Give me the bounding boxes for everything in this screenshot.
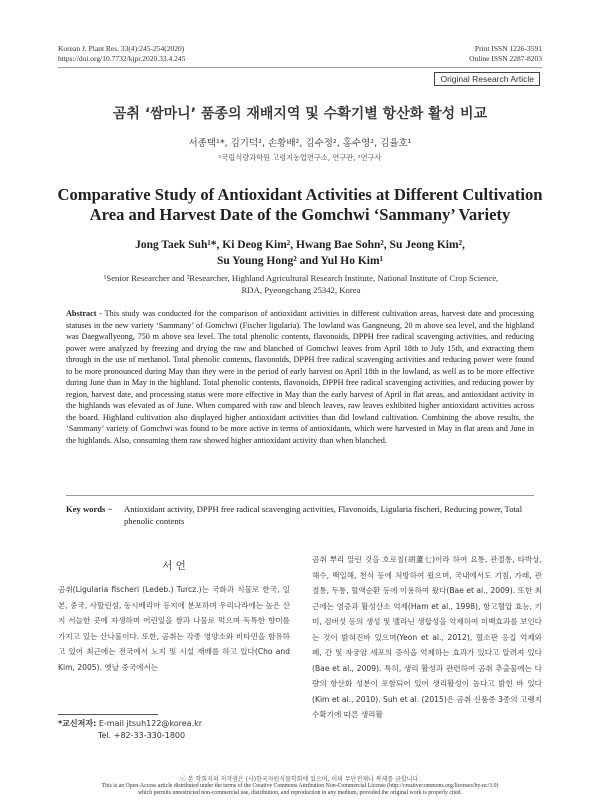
journal-header-left	[58, 44, 185, 63]
doi-link[interactable]: https://doi.org/10.7732/kjpr.2020.33.4.245	[58, 53, 186, 63]
keywords-dash: −	[105, 504, 113, 514]
keywords-label-wrap	[66, 503, 124, 515]
footnote-rule	[58, 714, 158, 715]
print-issn: Print ISSN 1226-3591	[474, 44, 542, 53]
english-affiliation	[66, 272, 536, 296]
english-title	[40, 185, 560, 225]
journal-header-right	[469, 44, 542, 63]
footnote	[58, 718, 202, 742]
abstract-label: Abstract	[66, 309, 97, 318]
korean-authors: 서종택¹*, 김기덕², 손황배², 김수정², 홍수영², 김율호¹	[188, 138, 412, 149]
keywords-text: Antioxidant activity, DPPH free radical scavenging activities, Flavonoids, Ligularia fischeri, Reducing power, Total phenolic contents	[124, 504, 523, 526]
footnote-tel: Tel. +82-33-330-1800	[98, 731, 186, 740]
license-line1: This is an Open-Access article distributed under the terms of the Creative Commons Attribution Non-Commercial License (http://creativecommons.org/licenses/by-nc/3.0)	[101, 783, 499, 789]
english-authors-line1: Jong Taek Suh¹*, Ki Deog Kim², Hwang Bae Sohn², Su Jeong Kim²,	[135, 239, 465, 251]
footnote-email[interactable]: E-mail jtsuh122@korea.kr	[96, 719, 203, 728]
online-issn: Online ISSN 2287-8203	[469, 53, 542, 63]
english-affiliation-line2: RDA, Pyeongchang 25342, Korea	[241, 285, 361, 295]
journal-citation: Korean J. Plant Res. 33(4):245-254(2020)	[58, 44, 185, 53]
intro-right-column: 곰취 뿌리 말린 것을 호로칠(胡蘆七)이라 하여 요통, 관절통, 타박상, 해수, 백일해, 천식 등에 처방하여 왔으며, 국내에서도 기침, 가래, 관절통, 두통, 혈액순환 등에 이용하여 왔다(Bae et al., 2009). 또한 최근에는 염증과 활성산소 억제(Ham et al., 1998), 항고혈압 효능, 기미, 검버섯 등의 생성 및 멜라닌 생합성을 억제하여 미백효과를 보인다는 것이 밝혀진바 있으며(Yeon et al., 2012), 혈소판 응집 억제와 폐, 간 및 자궁암 세포의 증식을 억제하는 효과가 있다고 알려져 있다(Bae et al., 2009). 특히, 생리 활성과 관련하여 곰취 추출물에는 다량의 항산화 성분이 포함되어 있어 생리활성이 높다고 밝힌 바 있다(Kim et al., 2010). Suh et al. (2015)은 곰취 신품종 3종의 고랭지 수확기에 따른 생리활	[312, 555, 542, 719]
license-notice	[0, 783, 600, 797]
footnote-label: *교신저자:	[58, 719, 97, 728]
article-type-badge: Original Research Article	[434, 72, 540, 86]
english-affiliation-line1: ¹Senior Researcher and ²Researcher, Highland Agricultural Research Institute, National Institute of Crop Science,	[103, 273, 499, 283]
abstract	[66, 308, 534, 447]
english-authors-line2: Su Young Hong² and Yul Ho Kim¹	[216, 255, 384, 267]
header-rule	[58, 67, 542, 68]
keywords-label: Key words	[66, 504, 106, 514]
english-authors	[40, 237, 560, 269]
korean-affiliation: ¹국립식량과학원 고령지농업연구소, 연구관, ²연구사	[218, 153, 382, 162]
intro-heading: 서 언	[162, 560, 186, 572]
keywords	[66, 503, 534, 527]
english-title-line1: Comparative Study of Antioxidant Activities at Different Cultivation	[57, 185, 543, 204]
abstract-text: - This study was conducted for the comparison of antioxidant activities in different cultivation areas, harvest date and processing statuses in the new variety ‘Sammany’ of Gomchwi (Fischer ligularia). The lowland was Gangneung, 20 m above sea level, and the highland was Daegwallyeong, 750 m above sea level. The total phenolic contents, flavonoids, DPPH free radical scavenging activities, and reducing power were analyzed by freezing and drying the raw and blanched of Gomchwi leaves from April 18th to July 15th, and extracting them through in the use of methanol. Total phenolic contents, flavonoids, DPPH free radical scavenging activities and reducing power were found to be more pronounced during May than they were in the period of early harvest on April 18th in the lowland, as well as to be more effective during June than in May in the highland. Total phenolic contents, flavonoids, DPPH free radical scavenging activities, and reducing power by region, harvest date, and processing status were more effective in May than the early harvest of April in flat areas, and antioxidant activity in the highlands was elevated as of June. When compared with raw and blench leaves, raw leaves exhibited higher antioxidant activities across the board. Highland cultivation also displayed higher antioxidant activities than did lowland cultivation. Combining the above results, the ‘Sammany’ variety of Gomchwi was found to be more active in terms of antioxidants, which were harvested in May in flat areas and June in the highlands. Also, consuming them raw showed higher antioxidant activity than when blanched.	[66, 309, 534, 446]
license-line2: which permits unrestricted non-commercial use, distribution, and reproduction in any medium, provided the original work is properly cited.	[137, 790, 463, 796]
korean-title: 곰취 ‘쌈마니’ 품종의 재배지역 및 수확기별 항산화 활성 비교	[112, 106, 488, 122]
english-title-line2: Area and Harvest Date of the Gomchwi ‘Sammany’ Variety	[89, 205, 511, 224]
intro-left-column: 곰취(Ligularia fischeri (Ledeb.) Turcz.)는 국화과 식물로 한국, 일본, 중국, 사할린섬, 동시베리아 등지에 분포하며 우리나라에는 높은 산지 서늘한 곳에 자생하며 어린잎을 쌈과 나물로 먹으며 독특한 향미를 가지고 있는 산나물이다. 또한, 곰취는 각종 영양소와 비타민을 함유하고 있어 최근에는 전국에서 노지 및 시설 재배를 하고 있다(Cho and Kim, 2005). 옛날 중국에서는	[58, 585, 290, 672]
abstract-rule	[66, 495, 534, 496]
copyright-notice: ⓒ 본 학회지의 저작권은 (사)한국자원식물학회에 있으며, 이의 무단전재나 복제를 금합니다.	[179, 776, 421, 783]
